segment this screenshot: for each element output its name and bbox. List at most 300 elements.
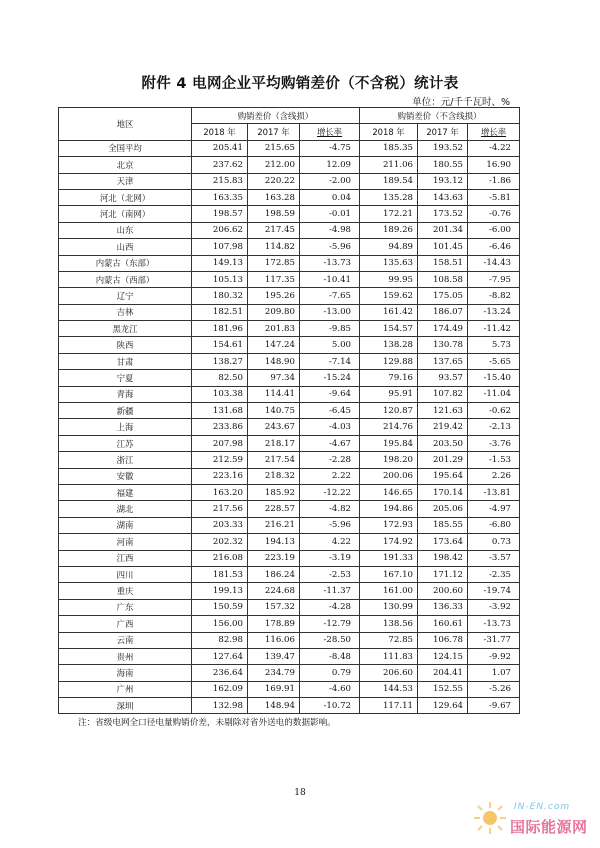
without-loss-2018-cell: 194.86 [360,501,418,517]
without-loss-2017-cell: 108.58 [418,271,468,287]
with-loss-2017-cell: 148.94 [248,698,300,714]
without-loss-2017-cell: 93.57 [418,370,468,386]
with-loss-growth-cell: 0.79 [300,665,360,681]
region-cell: 上海 [59,419,192,435]
with-loss-2018-cell: 217.56 [192,501,248,517]
without-loss-2017-cell: 170.14 [418,484,468,500]
without-loss-2018-cell: 138.56 [360,616,418,632]
without-loss-growth-cell: -5.26 [468,681,520,697]
with-loss-2017-cell: 114.82 [248,239,300,255]
with-loss-2018-cell: 203.33 [192,517,248,533]
without-loss-2018-cell: 172.93 [360,517,418,533]
with-loss-2017-cell: 116.06 [248,632,300,648]
region-cell: 重庆 [59,583,192,599]
with-loss-2017-cell: 140.75 [248,403,300,419]
table-row [59,599,520,615]
region-cell: 内蒙古（东部） [59,255,192,271]
without-loss-2017-cell: 121.63 [418,403,468,419]
without-loss-2018-cell: 200.06 [360,468,418,484]
without-loss-growth-cell: 1.07 [468,665,520,681]
without-loss-growth-cell: 5.73 [468,337,520,353]
without-loss-2017-cell: 186.07 [418,304,468,320]
without-loss-2018-cell: 117.11 [360,698,418,714]
with-loss-2017-cell: 185.92 [248,484,300,500]
without-loss-2018-cell: 174.92 [360,534,418,550]
without-loss-2017-cell: 152.55 [418,681,468,697]
with-loss-growth-cell: -2.53 [300,566,360,582]
table-row [59,632,520,648]
without-loss-2018-cell: 154.57 [360,321,418,337]
without-loss-growth-cell: -31.77 [468,632,520,648]
sun-logo-icon [472,800,508,836]
table-row [59,255,520,271]
table-row [59,419,520,435]
without-loss-2018-cell: 189.54 [360,173,418,189]
region-cell: 新疆 [59,403,192,419]
table-row [59,157,520,173]
without-loss-growth-cell: -13.73 [468,616,520,632]
region-cell: 深圳 [59,698,192,714]
without-loss-growth-cell: -7.95 [468,271,520,287]
with-loss-growth-cell: -4.60 [300,681,360,697]
table-row [59,370,520,386]
region-cell: 甘肃 [59,353,192,369]
without-loss-growth-cell: -3.76 [468,435,520,451]
with-loss-2017-cell: 201.83 [248,321,300,337]
table-row [59,452,520,468]
with-loss-2017-cell: 148.90 [248,353,300,369]
without-loss-2018-cell: 111.83 [360,648,418,664]
with-loss-2018-cell: 202.32 [192,534,248,550]
with-loss-2017-cell: 194.13 [248,534,300,550]
with-loss-growth-cell: -12.22 [300,484,360,500]
table-row [59,337,520,353]
without-loss-2017-cell: 173.52 [418,206,468,222]
table-row [59,517,520,533]
without-loss-2017-cell: 175.05 [418,288,468,304]
with-loss-2017-cell: 169.91 [248,681,300,697]
with-loss-growth-cell: -11.37 [300,583,360,599]
with-loss-2017-cell: 195.26 [248,288,300,304]
without-loss-2018-cell: 99.95 [360,271,418,287]
without-loss-growth-cell: -3.57 [468,550,520,566]
without-loss-2017-cell: 158.51 [418,255,468,271]
table-row [59,583,520,599]
with-loss-2017-cell: 139.47 [248,648,300,664]
unit-label: 单位：元/千千瓦时、% [412,97,510,108]
with-loss-2017-cell: 97.34 [248,370,300,386]
with-loss-growth-cell: -28.50 [300,632,360,648]
without-loss-2018-cell: 120.87 [360,403,418,419]
region-cell: 福建 [59,484,192,500]
with-loss-growth-cell: -10.72 [300,698,360,714]
table-row [59,648,520,664]
table-row [59,386,520,402]
without-loss-2017-cell: 205.06 [418,501,468,517]
region-cell: 山东 [59,222,192,238]
with-loss-2017-cell: 223.19 [248,550,300,566]
with-loss-growth-cell: -3.19 [300,550,360,566]
with-loss-2018-header: 2018 年 [192,124,248,140]
without-loss-2017-cell: 171.12 [418,566,468,582]
with-loss-growth-cell: -5.96 [300,239,360,255]
with-loss-2018-cell: 131.68 [192,403,248,419]
without-loss-2018-cell: 159.62 [360,288,418,304]
region-cell: 江苏 [59,435,192,451]
without-loss-2018-cell: 135.63 [360,255,418,271]
table-row [59,353,520,369]
with-loss-2017-cell: 218.32 [248,468,300,484]
watermark-en-text: IN-EN.com [514,802,571,812]
region-cell: 河南 [59,534,192,550]
without-loss-2018-cell: 79.16 [360,370,418,386]
with-loss-growth-cell: -10.41 [300,271,360,287]
with-loss-2018-cell: 103.38 [192,386,248,402]
without-loss-2017-cell: 185.55 [418,517,468,533]
without-loss-2018-cell: 138.28 [360,337,418,353]
with-loss-2017-cell: 117.35 [248,271,300,287]
table-row [59,206,520,222]
with-loss-2018-cell: 82.50 [192,370,248,386]
with-loss-2018-cell: 223.16 [192,468,248,484]
region-cell: 湖南 [59,517,192,533]
with-loss-2018-cell: 150.59 [192,599,248,615]
without-loss-2017-cell: 200.60 [418,583,468,599]
with-loss-2018-cell: 198.57 [192,206,248,222]
with-loss-group-header: 购销差价（含线损） [192,108,360,124]
with-loss-2017-cell: 147.24 [248,337,300,353]
with-loss-2018-cell: 237.62 [192,157,248,173]
region-cell: 河北（北网） [59,189,192,205]
with-loss-2017-cell: 172.85 [248,255,300,271]
without-loss-2017-cell: 107.82 [418,386,468,402]
with-loss-2017-cell: 217.45 [248,222,300,238]
without-loss-2017-cell: 204.41 [418,665,468,681]
with-loss-2018-cell: 215.83 [192,173,248,189]
with-loss-2018-cell: 127.64 [192,648,248,664]
region-cell: 陕西 [59,337,192,353]
with-loss-growth-cell: -2.00 [300,173,360,189]
site-watermark [470,798,594,842]
without-loss-growth-cell: 2.26 [468,468,520,484]
with-loss-2018-cell: 206.62 [192,222,248,238]
with-loss-2017-header: 2017 年 [248,124,300,140]
without-loss-2018-cell: 146.65 [360,484,418,500]
with-loss-2018-cell: 181.96 [192,321,248,337]
region-cell: 广州 [59,681,192,697]
with-loss-2017-cell: 234.79 [248,665,300,681]
with-loss-2018-cell: 163.35 [192,189,248,205]
with-loss-growth-cell: -4.28 [300,599,360,615]
without-loss-2017-cell: 160.61 [418,616,468,632]
without-loss-growth-cell: -4.22 [468,140,520,156]
region-cell: 青海 [59,386,192,402]
with-loss-growth-cell: 2.22 [300,468,360,484]
region-cell: 广东 [59,599,192,615]
without-loss-growth-cell: 16.90 [468,157,520,173]
table-row [59,501,520,517]
without-loss-growth-cell: -5.65 [468,353,520,369]
without-loss-2017-cell: 124.15 [418,648,468,664]
with-loss-growth-cell: -9.85 [300,321,360,337]
without-loss-growth-cell: -6.00 [468,222,520,238]
without-loss-2018-cell: 211.06 [360,157,418,173]
without-loss-group-header: 购销差价（不含线损） [360,108,520,124]
with-loss-growth-cell: -2.28 [300,452,360,468]
with-loss-2017-cell: 209.80 [248,304,300,320]
region-cell: 湖北 [59,501,192,517]
with-loss-2018-cell: 199.13 [192,583,248,599]
table-row [59,403,520,419]
page-number: 18 [294,788,306,798]
without-loss-2018-cell: 135.28 [360,189,418,205]
without-loss-2018-cell: 129.88 [360,353,418,369]
table-row [59,189,520,205]
without-loss-2017-cell: 219.42 [418,419,468,435]
without-loss-2018-cell: 172.21 [360,206,418,222]
without-loss-2018-cell: 161.42 [360,304,418,320]
without-loss-growth-cell: -11.42 [468,321,520,337]
region-cell: 全国平均 [59,140,192,156]
without-loss-growth-cell: -1.53 [468,452,520,468]
with-loss-growth-cell: 0.04 [300,189,360,205]
region-cell: 江西 [59,550,192,566]
with-loss-growth-cell: -5.96 [300,517,360,533]
with-loss-2017-cell: 212.00 [248,157,300,173]
table-row [59,304,520,320]
table-row [59,681,520,697]
without-loss-growth-cell: -3.92 [468,599,520,615]
table-row [59,435,520,451]
without-loss-growth-cell: -4.97 [468,501,520,517]
without-loss-growth-cell: -19.74 [468,583,520,599]
without-loss-2018-cell: 189.26 [360,222,418,238]
without-loss-2017-cell: 137.65 [418,353,468,369]
region-cell: 天津 [59,173,192,189]
without-loss-growth-cell: -5.81 [468,189,520,205]
with-loss-2017-cell: 186.24 [248,566,300,582]
with-loss-growth-cell: -13.73 [300,255,360,271]
table-row [59,239,520,255]
with-loss-growth-cell: -4.82 [300,501,360,517]
without-loss-2017-cell: 201.29 [418,452,468,468]
with-loss-2017-cell: 218.17 [248,435,300,451]
with-loss-growth-cell: -7.65 [300,288,360,304]
without-loss-2017-cell: 193.52 [418,140,468,156]
without-loss-2017-cell: 106.78 [418,632,468,648]
table-row [59,484,520,500]
region-cell: 北京 [59,157,192,173]
without-loss-2018-cell: 167.10 [360,566,418,582]
with-loss-2017-cell: 216.21 [248,517,300,533]
region-cell: 辽宁 [59,288,192,304]
table-row [59,534,520,550]
table-row [59,271,520,287]
without-loss-growth-cell: -1.86 [468,173,520,189]
with-loss-growth-cell: -7.14 [300,353,360,369]
table-row [59,321,520,337]
with-loss-2018-cell: 205.41 [192,140,248,156]
without-loss-2018-cell: 130.99 [360,599,418,615]
without-loss-2017-cell: 193.12 [418,173,468,189]
table-row [59,173,520,189]
without-loss-2018-cell: 198.20 [360,452,418,468]
with-loss-2017-cell: 163.28 [248,189,300,205]
without-loss-growth-cell: -6.80 [468,517,520,533]
table-row [59,665,520,681]
with-loss-2018-cell: 82.98 [192,632,248,648]
with-loss-2018-cell: 181.53 [192,566,248,582]
with-loss-growth-cell: -4.75 [300,140,360,156]
price-spread-table [58,107,520,714]
without-loss-growth-cell: 0.73 [468,534,520,550]
with-loss-growth-cell: -4.98 [300,222,360,238]
region-cell: 山西 [59,239,192,255]
region-cell: 安徽 [59,468,192,484]
with-loss-2017-cell: 178.89 [248,616,300,632]
without-loss-growth-cell: -14.43 [468,255,520,271]
document-title: 附件 4 电网企业平均购销差价（不含税）统计表 [141,76,459,92]
table-row [59,566,520,582]
with-loss-growth-cell: -4.03 [300,419,360,435]
region-cell: 河北（南网） [59,206,192,222]
with-loss-2018-cell: 156.00 [192,616,248,632]
without-loss-2018-cell: 191.33 [360,550,418,566]
table-row [59,616,520,632]
with-loss-2018-cell: 162.09 [192,681,248,697]
without-loss-2018-cell: 161.00 [360,583,418,599]
without-loss-2017-cell: 130.78 [418,337,468,353]
region-cell: 吉林 [59,304,192,320]
region-cell: 广西 [59,616,192,632]
with-loss-2017-cell: 157.32 [248,599,300,615]
watermark-cn-text: 国际能源网 [510,818,588,836]
with-loss-growth-cell: 5.00 [300,337,360,353]
region-cell: 贵州 [59,648,192,664]
with-loss-growth-header: 增长率 [300,124,360,140]
without-loss-growth-cell: -8.82 [468,288,520,304]
without-loss-growth-header: 增长率 [468,124,520,140]
region-cell: 浙江 [59,452,192,468]
without-loss-2017-cell: 201.34 [418,222,468,238]
table-row [59,698,520,714]
region-cell: 内蒙古（西部） [59,271,192,287]
table-body [59,140,520,714]
with-loss-growth-cell: 4.22 [300,534,360,550]
without-loss-2017-cell: 195.64 [418,468,468,484]
without-loss-2018-cell: 206.60 [360,665,418,681]
without-loss-2017-cell: 143.63 [418,189,468,205]
with-loss-2017-cell: 220.22 [248,173,300,189]
with-loss-2017-cell: 224.68 [248,583,300,599]
with-loss-2017-cell: 114.41 [248,386,300,402]
without-loss-2017-header: 2017 年 [418,124,468,140]
with-loss-2018-cell: 138.27 [192,353,248,369]
without-loss-growth-cell: -13.81 [468,484,520,500]
with-loss-2018-cell: 132.98 [192,698,248,714]
without-loss-growth-cell: -13.24 [468,304,520,320]
with-loss-2018-cell: 149.13 [192,255,248,271]
with-loss-2017-cell: 228.57 [248,501,300,517]
with-loss-growth-cell: 12.09 [300,157,360,173]
table-header-row-1 [59,108,520,124]
without-loss-growth-cell: -0.76 [468,206,520,222]
with-loss-2018-cell: 182.51 [192,304,248,320]
without-loss-2017-cell: 173.64 [418,534,468,550]
region-header: 地区 [59,108,192,141]
region-cell: 云南 [59,632,192,648]
with-loss-2018-cell: 236.64 [192,665,248,681]
without-loss-growth-cell: -9.92 [468,648,520,664]
without-loss-growth-cell: -11.04 [468,386,520,402]
with-loss-2018-cell: 163.20 [192,484,248,500]
with-loss-2017-cell: 215.65 [248,140,300,156]
with-loss-growth-cell: -8.48 [300,648,360,664]
without-loss-2017-cell: 174.49 [418,321,468,337]
without-loss-2018-cell: 214.76 [360,419,418,435]
without-loss-2017-cell: 136.33 [418,599,468,615]
with-loss-2017-cell: 217.54 [248,452,300,468]
with-loss-2017-cell: 198.59 [248,206,300,222]
without-loss-2017-cell: 198.42 [418,550,468,566]
with-loss-2018-cell: 180.32 [192,288,248,304]
region-cell: 四川 [59,566,192,582]
table-row [59,222,520,238]
with-loss-2018-cell: 212.59 [192,452,248,468]
footnote: 注：省级电网全口径电量购销价差，未剔除对省外送电的数据影响。 [78,718,336,728]
region-cell: 黑龙江 [59,321,192,337]
table-row [59,468,520,484]
table-row [59,550,520,566]
with-loss-growth-cell: -15.24 [300,370,360,386]
with-loss-2018-cell: 233.86 [192,419,248,435]
without-loss-2017-cell: 101.45 [418,239,468,255]
without-loss-2018-cell: 185.35 [360,140,418,156]
with-loss-growth-cell: -4.67 [300,435,360,451]
without-loss-growth-cell: -15.40 [468,370,520,386]
with-loss-2018-cell: 216.08 [192,550,248,566]
without-loss-2018-cell: 72.85 [360,632,418,648]
table-row [59,288,520,304]
with-loss-2018-cell: 107.98 [192,239,248,255]
without-loss-2018-cell: 195.84 [360,435,418,451]
without-loss-2017-cell: 203.50 [418,435,468,451]
with-loss-2018-cell: 207.98 [192,435,248,451]
with-loss-growth-cell: -13.00 [300,304,360,320]
without-loss-2017-cell: 129.64 [418,698,468,714]
without-loss-growth-cell: -0.62 [468,403,520,419]
with-loss-growth-cell: -0.01 [300,206,360,222]
region-cell: 海南 [59,665,192,681]
without-loss-growth-cell: -9.67 [468,698,520,714]
with-loss-growth-cell: -6.45 [300,403,360,419]
without-loss-growth-cell: -2.35 [468,566,520,582]
region-cell: 宁夏 [59,370,192,386]
without-loss-growth-cell: -6.46 [468,239,520,255]
without-loss-2018-cell: 95.91 [360,386,418,402]
table-row [59,140,520,156]
with-loss-growth-cell: -9.64 [300,386,360,402]
with-loss-2017-cell: 243.67 [248,419,300,435]
with-loss-2018-cell: 154.61 [192,337,248,353]
with-loss-2018-cell: 105.13 [192,271,248,287]
without-loss-2018-cell: 144.53 [360,681,418,697]
without-loss-growth-cell: -2.13 [468,419,520,435]
without-loss-2018-cell: 94.89 [360,239,418,255]
with-loss-growth-cell: -12.79 [300,616,360,632]
without-loss-2018-header: 2018 年 [360,124,418,140]
without-loss-2017-cell: 180.55 [418,157,468,173]
